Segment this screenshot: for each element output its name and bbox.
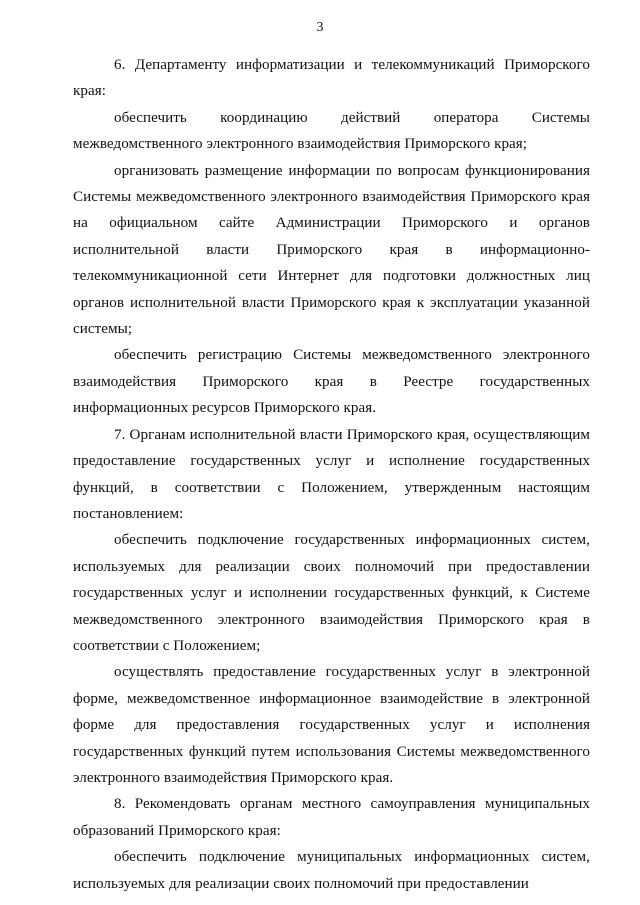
paragraph-7-heading: 7. Органам исполнительной власти Приморского края, осуществляющим предоставление государственных услуг и исполнение государственных функций, в соответствии с Положением, утвержденным настоящим постановлением: <box>73 426 590 522</box>
document-body <box>73 52 590 897</box>
paragraph-7-item-services: осуществлять предоставление государственных услуг в электронной форме, межведомственное информационное взаимодействие в электронной форме для предоставления государственных услуг и исполнения государственных функций путем использования Системы межведомственного электронного взаимодействия Приморского края. <box>73 664 590 786</box>
paragraph-6-item-registration: обеспечить регистрацию Системы межведомственного электронного взаимодействия Приморского края в Реестре государственных информационных ресурсов Приморского края. <box>73 347 590 417</box>
paragraph-8-heading: 8. Рекомендовать органам местного самоуправления муниципальных образований Приморского края: <box>73 796 590 839</box>
paragraph-6-heading: 6. Департаменту информатизации и телекоммуникаций Приморского края: <box>73 57 590 100</box>
page-number: 3 <box>316 20 324 35</box>
paragraph-8-item-connection: обеспечить подключение муниципальных информационных систем, используемых для реализации своих полномочий при предоставлении <box>73 849 590 892</box>
paragraph-7-item-connection: обеспечить подключение государственных информационных систем, используемых для реализации своих полномочий при предоставлении государственных услуг и исполнении государственных функций, к Системе межведомственного электронного взаимодействия Приморского края в соответствии с Положением; <box>73 532 590 654</box>
paragraph-6-item-coordination: обеспечить координацию действий оператора Системы межведомственного электронного взаимодействия Приморского края; <box>73 109 590 153</box>
paragraph-6-item-publication: организовать размещение информации по вопросам функционирования Системы межведомственного электронного взаимодействия Приморского края на официальном сайте Администрации Приморского и органов исполнительной власти Приморского края в информационно-телекоммуникационной сети Интернет для подготовки должностных лиц органов исполнительной власти Приморского края к эксплуатации указанной системы; <box>73 162 590 338</box>
